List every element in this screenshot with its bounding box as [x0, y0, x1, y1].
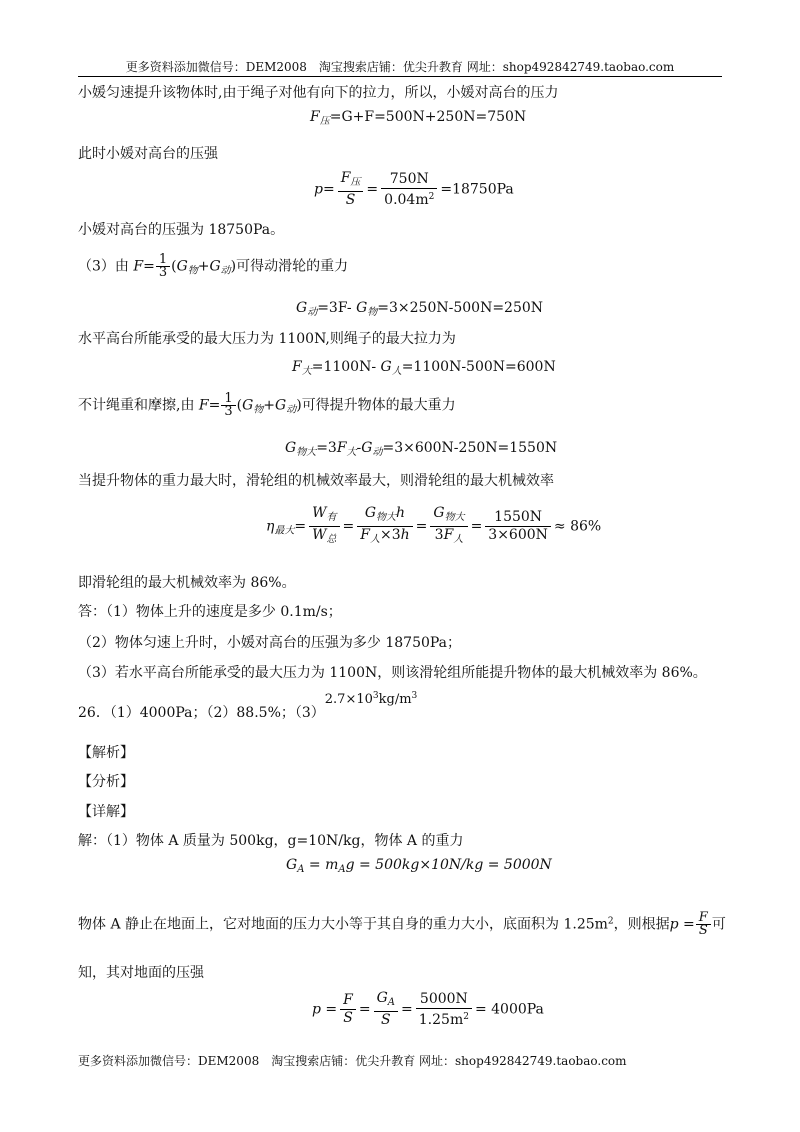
- solution-line: 知，其对地面的压强: [78, 965, 204, 981]
- section-label-jiexi: 【解析】: [78, 745, 134, 761]
- text-line: 水平高台所能承受的最大压力为 1100N,则绳子的最大拉力为: [78, 331, 456, 347]
- text-line: 即滑轮组的最大机械效率为 86%。: [78, 575, 296, 591]
- text-line: 当提升物体的重力最大时，滑轮组的机械效率最大，则滑轮组的最大机械效率: [78, 473, 554, 489]
- equation-max-efficiency: $\eta_{最大}=$ $\frac{W_有}{W_总}$ = $\frac{G_{物大}h}{F_人\times 3h}$ = $\frac{G_{物大}}{3F_人}$ = $\frac{1550N}{3\times 600N}$ ≈ 86%: [266, 505, 602, 545]
- equation-max-weight: $G_{物大}=3F_大-G_动=3\times 600N-250N=1550N$: [285, 440, 558, 458]
- solution-line: 物体 A 静止在地面上，它对地面的压力大小等于其自身的重力大小，底面积为 $1.25m^2$，则根据p = $\frac{F}{S}$ 可: [78, 910, 726, 938]
- question-26-answers: 26．（1）4000Pa；（2）88.5%；$(3)2.7\times 10^3kg/m^3$: [78, 691, 418, 721]
- page-footer: 更多资料添加微信号：DEM2008 淘宝搜索店铺：优尖升教育 网址：shop492842749.taobao.com: [78, 1054, 627, 1068]
- text-line: 此时小媛对高台的压强: [78, 146, 218, 162]
- text-line: 小媛匀速提升该物体时,由于绳子对他有向下的拉力，所以，小媛对高台的压力: [78, 85, 559, 101]
- equation-ground-pressure: p = $\frac{F}{S}$ = $\frac{G_A}{S}$ = $\frac{5000N}{1.25m^2}$ = 4000Pa: [312, 990, 544, 1028]
- answer-line: （2）物体匀速上升时，小媛对高台的压强为多少 18750Pa；: [78, 635, 462, 651]
- text-line: 不计绳重和摩擦,由 F= $\frac{1}{3}$ $(G_物+G_动)$可得提升物体的最大重力: [78, 391, 456, 419]
- header-rule: [78, 76, 722, 77]
- page-header: 更多资料添加微信号：DEM2008 淘宝搜索店铺：优尖升教育 网址：shop492842749.taobao.com: [125, 60, 675, 74]
- answer-line: 答：（1）物体上升的速度是多少 0.1m/s；: [78, 604, 342, 620]
- solution-line: 解：（1）物体 A 质量为 500kg，g=10N/kg，物体 A 的重力: [78, 833, 464, 849]
- section-label-xiangjie: 【详解】: [78, 804, 134, 820]
- answer-line: （3）若水平高台所能承受的最大压力为 1100N，则该滑轮组所能提升物体的最大机械效率为 86%。: [78, 665, 707, 681]
- section-label-fenxi: 【分析】: [78, 774, 134, 790]
- text-line: （3）由 F= $\frac{1}{3}$ $(G_物+G_动)$可得动滑轮的重力: [78, 252, 349, 280]
- equation-pressure: p= $\frac{F_压}{S}$ = $\frac{750N}{0.04m^2}$ =18750Pa: [314, 170, 514, 208]
- text-line: 小媛对高台的压强为 18750Pa。: [78, 222, 285, 238]
- equation-pulley-weight: $G_动=3F-$ $G_物=3\times 250N-500N=250N$: [296, 300, 544, 318]
- equation-max-force: $F_大=1100N-$ $G_人=1100N-500N=600N$: [292, 359, 556, 377]
- equation-weight-a: $G_A = m_Ag = 500kg\times 10N/kg = 5000N$: [286, 857, 552, 875]
- equation-pressure-force: $F_压=G+F=500N+250N=750N$: [310, 109, 527, 127]
